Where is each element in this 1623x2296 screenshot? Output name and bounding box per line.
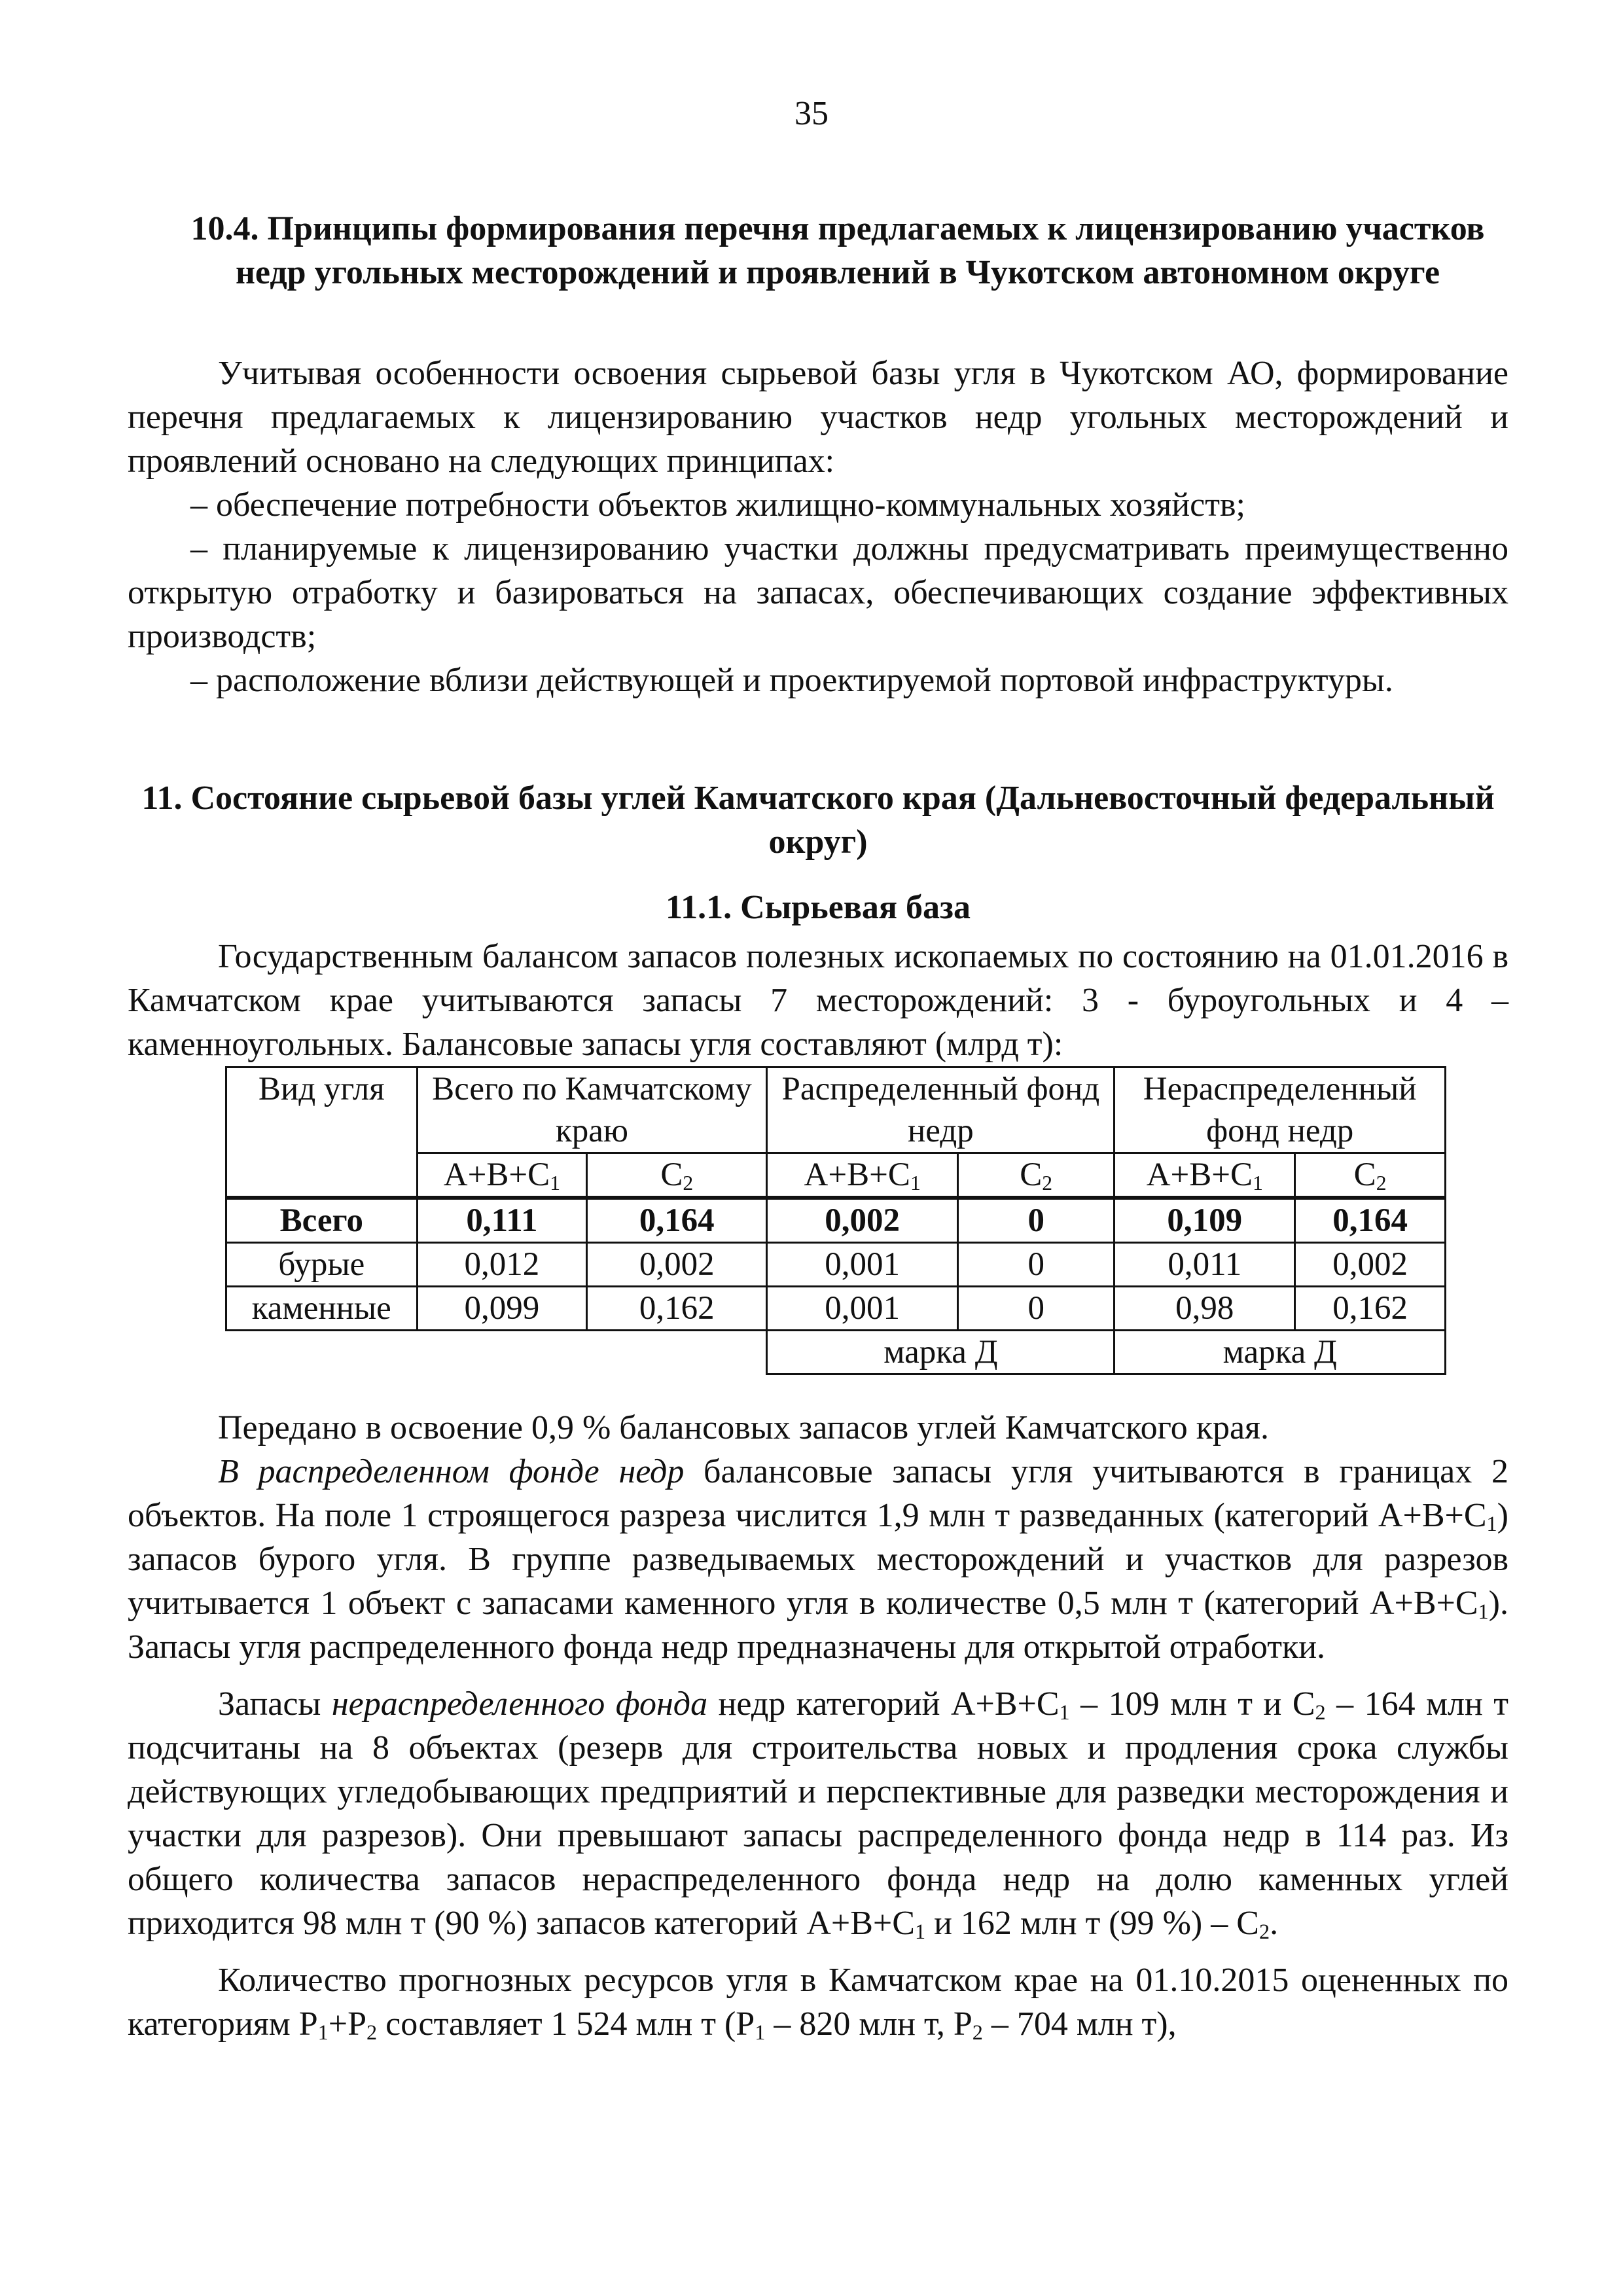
table-note-row [226, 1331, 1446, 1374]
header-coal-type: Вид угля [226, 1067, 418, 1198]
principle-item-1: – обеспечение потребности объектов жилищно-коммунальных хозяйств; [190, 486, 1245, 524]
paragraph-transferred: Передано в освоение 0,9 % балансовых запасов углей Камчатского края. [218, 1409, 1269, 1446]
paragraph-forecast-resources: Количество прогнозных ресурсов угля в Камчатском крае на 01.10.2015 оцененных по категориям $P_1+P_2$ составляет 1 524 млн т ($P_1 - 820$ млн т, $P_2 - 704$ млн т), [128, 1962, 1508, 2045]
subheader-abc1: $А+В+С_1$ [1115, 1153, 1295, 1198]
table-row [226, 1243, 1446, 1287]
note-undistributed-grade: марка Д [1115, 1331, 1446, 1374]
section-11-1-title: 11.1. Сырьевая база [666, 889, 971, 926]
section-10-4-body [128, 351, 1508, 702]
header-total: Всего по Камчатскому краю [417, 1067, 767, 1153]
cell-undistributed-abc1: 0,011 [1115, 1243, 1295, 1287]
cell-undistributed-c2: 0,162 [1295, 1287, 1446, 1331]
cell-undistributed-abc1: 0,109 [1115, 1198, 1295, 1243]
paragraph-undistributed-fund: Запасы нераспределенного фонда недр категорий $А+В+С_1 - 109$ млн т и $С_2 - 164$ млн т подсчитаны на 8 объектах (резерв для строительства новых и продления срока службы действующих угледобывающих предприятий и перспективные для разведки месторождения и участки для разрезов). Они превышают запасы распределенного фонда недр в 114 раз. Из общего количества запасов нераспределенного фонда недр на долю каменных углей приходится 98 млн т (90 %) запасов категорий $А+В+С_1$ и 162 млн т (99 %) – $С_2$. [128, 1685, 1509, 1944]
cell-total-abc1: 0,012 [417, 1243, 587, 1287]
subheader-c2: $С_2$ [587, 1153, 767, 1198]
cell-total-c2: 0,164 [587, 1198, 767, 1243]
cell-total-abc1: 0,099 [417, 1287, 587, 1331]
subheader-abc1: $А+В+С_1$ [417, 1153, 587, 1198]
section-11-1-intro: Государственным балансом запасов полезных ископаемых по состоянию на 01.01.2016 в Камчатском крае учитываются запасы 7 месторождений: 3 - буроугольных и 4 – каменноугольных. Балансовые запасы угля составляют (млрд т): [128, 938, 1508, 1063]
cell-distributed-abc1: 0,001 [767, 1287, 958, 1331]
page-number: 35 [794, 95, 829, 132]
section-10-4-intro: Учитывая особенности освоения сырьевой базы угля в Чукотском АО, формирование перечня предлагаемых к лицензированию участков недр угольных месторождений и проявлений основано на следующих принципах: [128, 355, 1508, 480]
cell-distributed-c2: 0 [957, 1243, 1114, 1287]
table-row [226, 1198, 1446, 1243]
paragraph-distributed-fund: В распределенном фонде недр балансовые запасы угля учитываются в границах 2 объектов. На поле 1 строящегося разреза числится 1,9 млн т разведанных (категорий $А+В+С_1$) запасов бурого угля. В группе разведываемых месторождений и участков для разрезов учитывается 1 объект с запасами каменного угля в количестве 0,5 млн т (категорий $А+В+С_1$). Запасы угля распределенного фонда недр предназначены для открытой отработки. [128, 1453, 1508, 1666]
section-11-1-intro-block [128, 935, 1508, 1066]
cell-coal-type: каменные [226, 1287, 418, 1331]
cell-distributed-c2: 0 [957, 1198, 1114, 1243]
subheader-c2: $С_2$ [957, 1153, 1114, 1198]
empty-cell [226, 1331, 767, 1374]
subheader-c2: $С_2$ [1295, 1153, 1446, 1198]
coal-reserves-table [225, 1066, 1446, 1375]
table-header-row [226, 1067, 1446, 1153]
cell-distributed-abc1: 0,002 [767, 1198, 958, 1243]
principle-item-2: – планируемые к лицензированию участки должны предусматривать преимущественно открытую отработку и базироваться на запасах, обеспечивающих создание эффективных производств; [128, 530, 1508, 655]
table-row [226, 1287, 1446, 1331]
section-10-4-title: 10.4. Принципы формирования перечня предлагаемых к лицензированию участков недр угольных месторождений и проявлений в Чукотском автономном округе [190, 210, 1485, 291]
cell-total-c2: 0,162 [587, 1287, 767, 1331]
header-distributed-fund: Распределенный фонд недр [767, 1067, 1115, 1153]
cell-total-c2: 0,002 [587, 1243, 767, 1287]
cell-total-abc1: 0,111 [417, 1198, 587, 1243]
note-distributed-grade: марка Д [767, 1331, 1115, 1374]
cell-undistributed-c2: 0,002 [1295, 1243, 1446, 1287]
subheader-abc1: $А+В+С_1$ [767, 1153, 958, 1198]
cell-distributed-c2: 0 [957, 1287, 1114, 1331]
cell-distributed-abc1: 0,001 [767, 1243, 958, 1287]
after-table-body [128, 1406, 1508, 2046]
cell-undistributed-abc1: 0,98 [1115, 1287, 1295, 1331]
cell-coal-type: Всего [226, 1198, 418, 1243]
cell-coal-type: бурые [226, 1243, 418, 1287]
cell-undistributed-c2: 0,164 [1295, 1198, 1446, 1243]
principle-item-3: – расположение вблизи действующей и проектируемой портовой инфраструктуры. [190, 662, 1393, 699]
section-11-title: 11. Состояние сырьевой базы углей Камчатского края (Дальневосточный федеральный округ) [141, 780, 1495, 861]
header-undistributed-fund: Нераспределенный фонд недр [1115, 1067, 1446, 1153]
